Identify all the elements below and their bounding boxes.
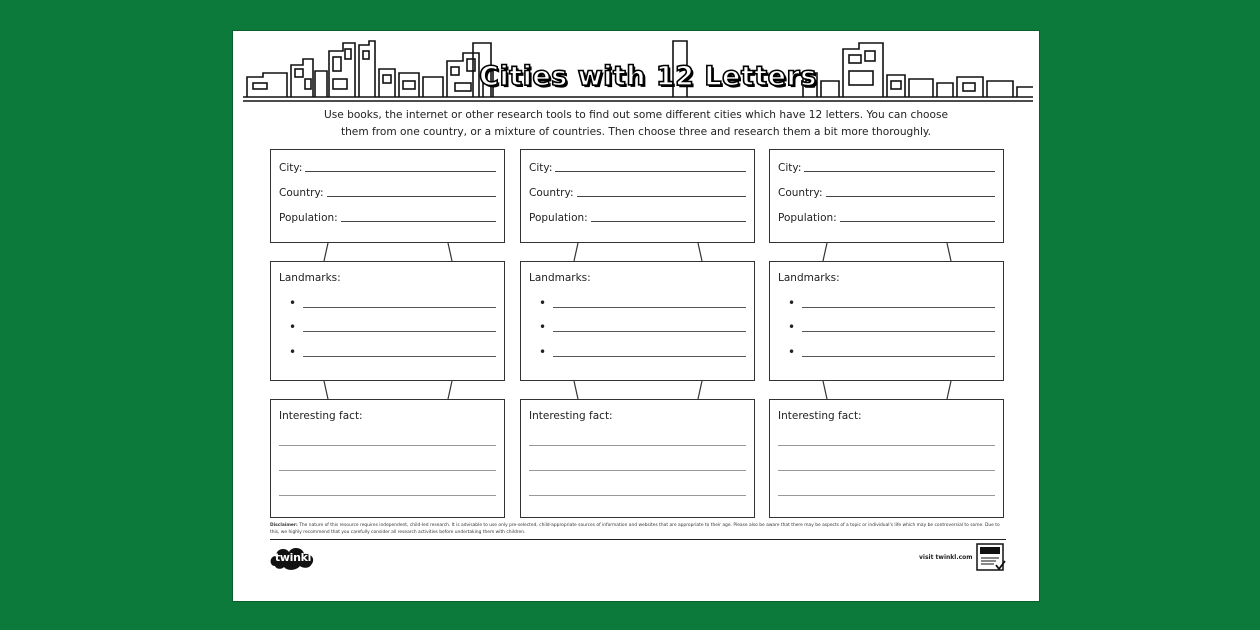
interesting-fact-box	[520, 399, 755, 518]
landmark-answer-line[interactable]	[303, 307, 496, 308]
landmark-item	[788, 298, 995, 310]
landmark-item	[539, 298, 746, 310]
country-label: Country:	[529, 187, 574, 199]
country-answer-line[interactable]	[826, 196, 996, 197]
population-answer-line[interactable]	[840, 221, 995, 222]
instructions-line-2: them from one country, or a mixture of countries. Then choose three and research them a bit more thoroughly.	[340, 126, 932, 138]
fact-answer-line[interactable]	[529, 470, 746, 471]
bullet-icon: •	[788, 320, 796, 334]
country-row	[778, 185, 995, 199]
landmark-answer-line[interactable]	[802, 307, 995, 308]
country-row	[279, 185, 496, 199]
footer-divider	[270, 539, 1006, 540]
landmarks-heading: Landmarks:	[279, 272, 341, 284]
city-column-2	[520, 149, 756, 519]
population-answer-line[interactable]	[341, 221, 496, 222]
fact-heading: Interesting fact:	[529, 410, 613, 422]
landmark-answer-line[interactable]	[303, 356, 496, 357]
landmark-answer-line[interactable]	[303, 331, 496, 332]
skyline-header	[243, 39, 1033, 103]
bullet-icon: •	[788, 296, 796, 310]
worksheet-title	[479, 56, 817, 96]
title-text: Cities with 12 Letters	[479, 60, 817, 92]
bullet-icon: •	[539, 345, 547, 359]
logo-text: twinkl	[274, 551, 312, 564]
disclaimer	[270, 522, 1008, 536]
fact-answer-line[interactable]	[778, 470, 995, 471]
landmark-item	[539, 347, 746, 359]
fact-answer-line[interactable]	[778, 495, 995, 496]
interesting-fact-box	[270, 399, 505, 518]
bullet-icon: •	[289, 320, 297, 334]
landmarks-box	[520, 261, 755, 381]
city-info-box	[270, 149, 505, 243]
country-row	[529, 185, 746, 199]
city-row	[279, 160, 496, 174]
fact-heading: Interesting fact:	[778, 410, 862, 422]
landmark-answer-line[interactable]	[802, 356, 995, 357]
bullet-icon: •	[289, 345, 297, 359]
connector-lines	[769, 243, 1005, 261]
population-answer-line[interactable]	[591, 221, 746, 222]
landmarks-heading: Landmarks:	[778, 272, 840, 284]
city-row	[778, 160, 995, 174]
instructions	[273, 107, 999, 141]
disclaimer-text: The nature of this resource requires independent, child-led research. It is advisable to use only pre-selected, child-appropriate sources of information and websites that are appropriate to their age. Please also be aware that there may be aspects of a topic or individual's life which may be controversial to some. Due to this, we highly recommend that you carefully consider all research activities before undertaking them with children.	[270, 523, 1000, 535]
fact-answer-line[interactable]	[279, 470, 496, 471]
country-label: Country:	[279, 187, 324, 199]
city-column-1	[270, 149, 506, 519]
fact-answer-line[interactable]	[529, 495, 746, 496]
landmark-answer-line[interactable]	[553, 356, 746, 357]
landmarks-box	[769, 261, 1004, 381]
landmark-answer-line[interactable]	[553, 331, 746, 332]
population-label: Population:	[778, 212, 837, 224]
quality-badge-icon	[976, 543, 1006, 573]
landmark-item	[289, 322, 496, 334]
fact-answer-line[interactable]	[529, 445, 746, 446]
city-column-3	[769, 149, 1005, 519]
worksheet	[233, 31, 1039, 601]
landmark-item	[289, 298, 496, 310]
city-label: City:	[778, 162, 802, 174]
bullet-icon: •	[539, 296, 547, 310]
connector-lines	[270, 243, 506, 261]
population-row	[279, 210, 496, 224]
visit-link[interactable]: visit twinkl.com	[919, 554, 973, 561]
country-answer-line[interactable]	[577, 196, 747, 197]
city-label: City:	[279, 162, 303, 174]
city-row	[529, 160, 746, 174]
landmarks-heading: Landmarks:	[529, 272, 591, 284]
population-row	[778, 210, 995, 224]
fact-answer-line[interactable]	[778, 445, 995, 446]
landmark-item	[788, 322, 995, 334]
instructions-line-1: Use books, the internet or other research tools to find out some different cities which have 12 letters. You can choose	[323, 109, 949, 121]
connector-lines	[769, 381, 1005, 399]
city-answer-line[interactable]	[555, 171, 746, 172]
connector-lines	[520, 243, 756, 261]
twinkl-logo	[269, 544, 317, 572]
landmark-item	[289, 347, 496, 359]
city-answer-line[interactable]	[804, 171, 995, 172]
interesting-fact-box	[769, 399, 1004, 518]
connector-lines	[520, 381, 756, 399]
city-label: City:	[529, 162, 553, 174]
country-label: Country:	[778, 187, 823, 199]
landmark-answer-line[interactable]	[802, 331, 995, 332]
country-answer-line[interactable]	[327, 196, 497, 197]
landmark-item	[539, 322, 746, 334]
city-answer-line[interactable]	[305, 171, 496, 172]
fact-answer-line[interactable]	[279, 445, 496, 446]
city-info-box	[769, 149, 1004, 243]
landmarks-box	[270, 261, 505, 381]
city-info-box	[520, 149, 755, 243]
connector-lines	[270, 381, 506, 399]
population-label: Population:	[279, 212, 338, 224]
fact-heading: Interesting fact:	[279, 410, 363, 422]
disclaimer-label: Disclaimer:	[270, 523, 298, 528]
landmark-answer-line[interactable]	[553, 307, 746, 308]
population-label: Population:	[529, 212, 588, 224]
bullet-icon: •	[788, 345, 796, 359]
population-row	[529, 210, 746, 224]
landmark-item	[788, 347, 995, 359]
bullet-icon: •	[539, 320, 547, 334]
fact-answer-line[interactable]	[279, 495, 496, 496]
bullet-icon: •	[289, 296, 297, 310]
